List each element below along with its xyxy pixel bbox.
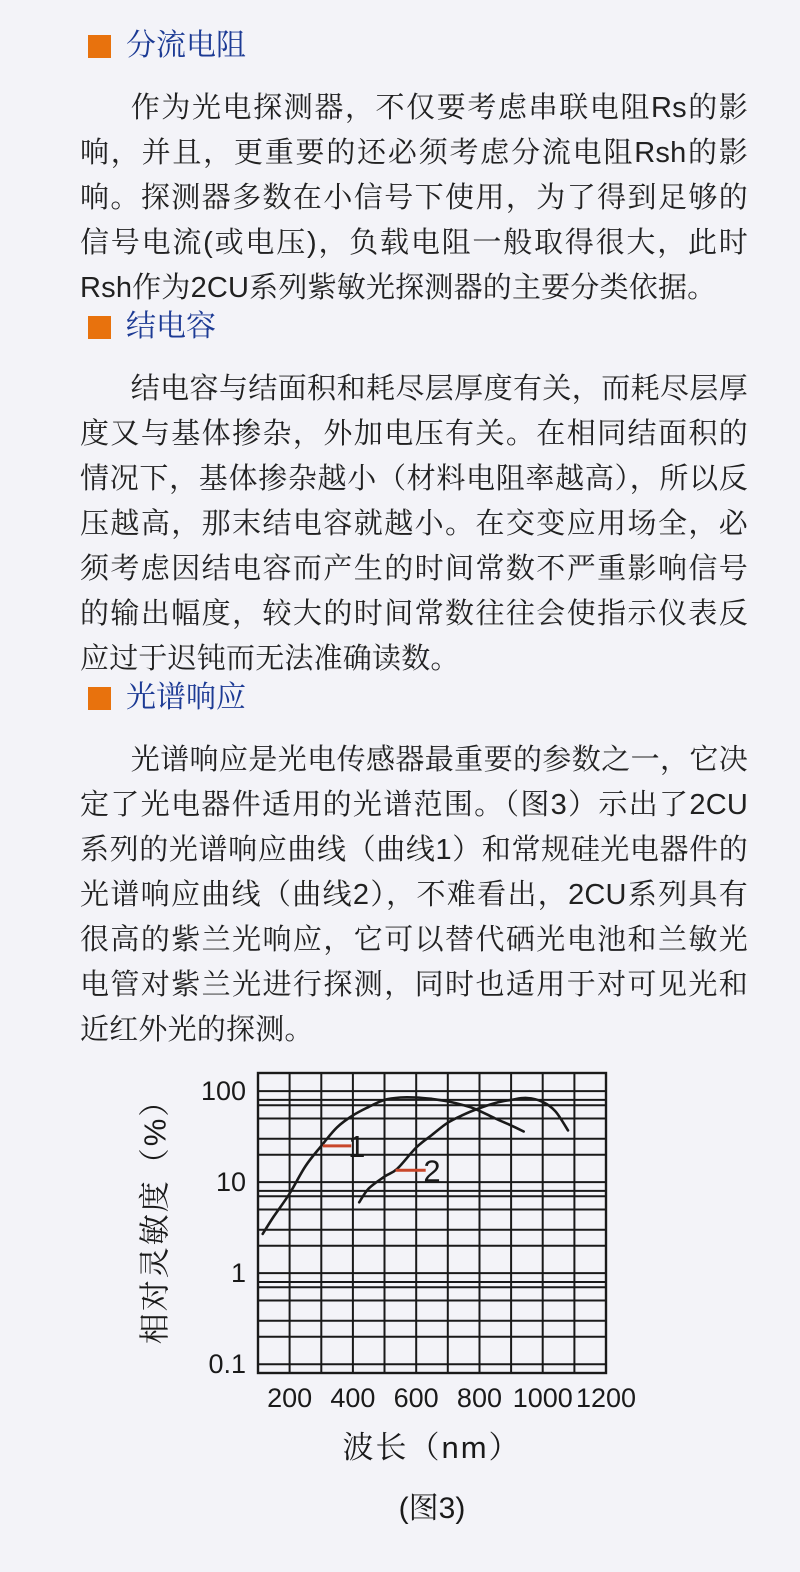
x-tick-label: 800 [456,1383,502,1413]
figure-caption: (图3) [398,1492,466,1525]
section-shunt-resistance [80,30,752,311]
x-tick-label: 200 [267,1383,313,1413]
y-axis-label-box [124,1053,180,1420]
x-axis-label: 波长（nm） [342,1430,522,1465]
y-tick-label: 10 [215,1167,246,1198]
curve-1-label: 1 [348,1128,366,1164]
section-spectral-response [80,682,752,1053]
section-heading [88,311,752,343]
spectral-response-chart-figure [124,1053,752,1527]
orange-square-bullet-icon [88,316,111,339]
orange-square-bullet-icon [88,35,111,58]
y-tick-label: 1 [230,1258,246,1289]
section-junction-capacitance [80,311,752,682]
orange-square-bullet-icon [88,687,111,710]
x-tick-label: 1200 [575,1383,637,1413]
y-tick-label: 100 [200,1076,246,1107]
chart-row [124,1053,752,1420]
section-heading-text: 光谱响应 [126,681,246,714]
curve-2-label: 2 [423,1153,441,1189]
y-axis-label: 相对灵敏度（%） [137,1084,173,1345]
x-tick-label: 600 [393,1383,439,1413]
y-tick-label: 0.1 [208,1349,246,1380]
x-tick-label: 1000 [512,1383,573,1413]
section-paragraph: 光谱响应是光电传感器最重要的参数之一，它决定了光电器件适用的光谱范围。（图3）示出了2CU系列的光谱响应曲线（曲线1）和常规硅光电器件的光谱响应曲线（曲线2），不难看出，2CU系列具有很高的紫兰光响应，它可以替代硒光电池和兰敏光电管对紫兰光进行探测，同时也适用于对可见光和近红外光的探测。 [80,744,748,1046]
x-tick-label: 400 [330,1383,376,1413]
section-heading-text: 结电容 [126,310,216,343]
section-paragraph: 作为光电探测器，不仅要考虑串联电阻Rs的影响，并且，更重要的还必须考虑分流电阻Rsh的影响。探测器多数在小信号下使用，为了得到足够的信号电流(或电压)，负载电阻一般取得很大，此时Rsh作为2CU系列紫敏光探测器的主要分类依据。 [80,92,748,304]
chart-svg [180,1053,660,1415]
section-heading [88,30,752,62]
curve-2 [359,1098,568,1202]
section-paragraph: 结电容与结面积和耗尽层厚度有关，而耗尽层厚度又与基体掺杂，外加电压有关。在相同结面积的情况下，基体掺杂越小（材料电阻率越高），所以反压越高，那末结电容就越小。在交变应用场全，必须考虑因结电容而产生的时间常数不严重影响信号的输出幅度，较大的时间常数往往会使指示仪表反应过于迟钝而无法准确读数。 [80,373,748,675]
section-heading-text: 分流电阻 [126,29,246,62]
section-heading [88,682,752,714]
chart-plot-area [180,1053,660,1420]
